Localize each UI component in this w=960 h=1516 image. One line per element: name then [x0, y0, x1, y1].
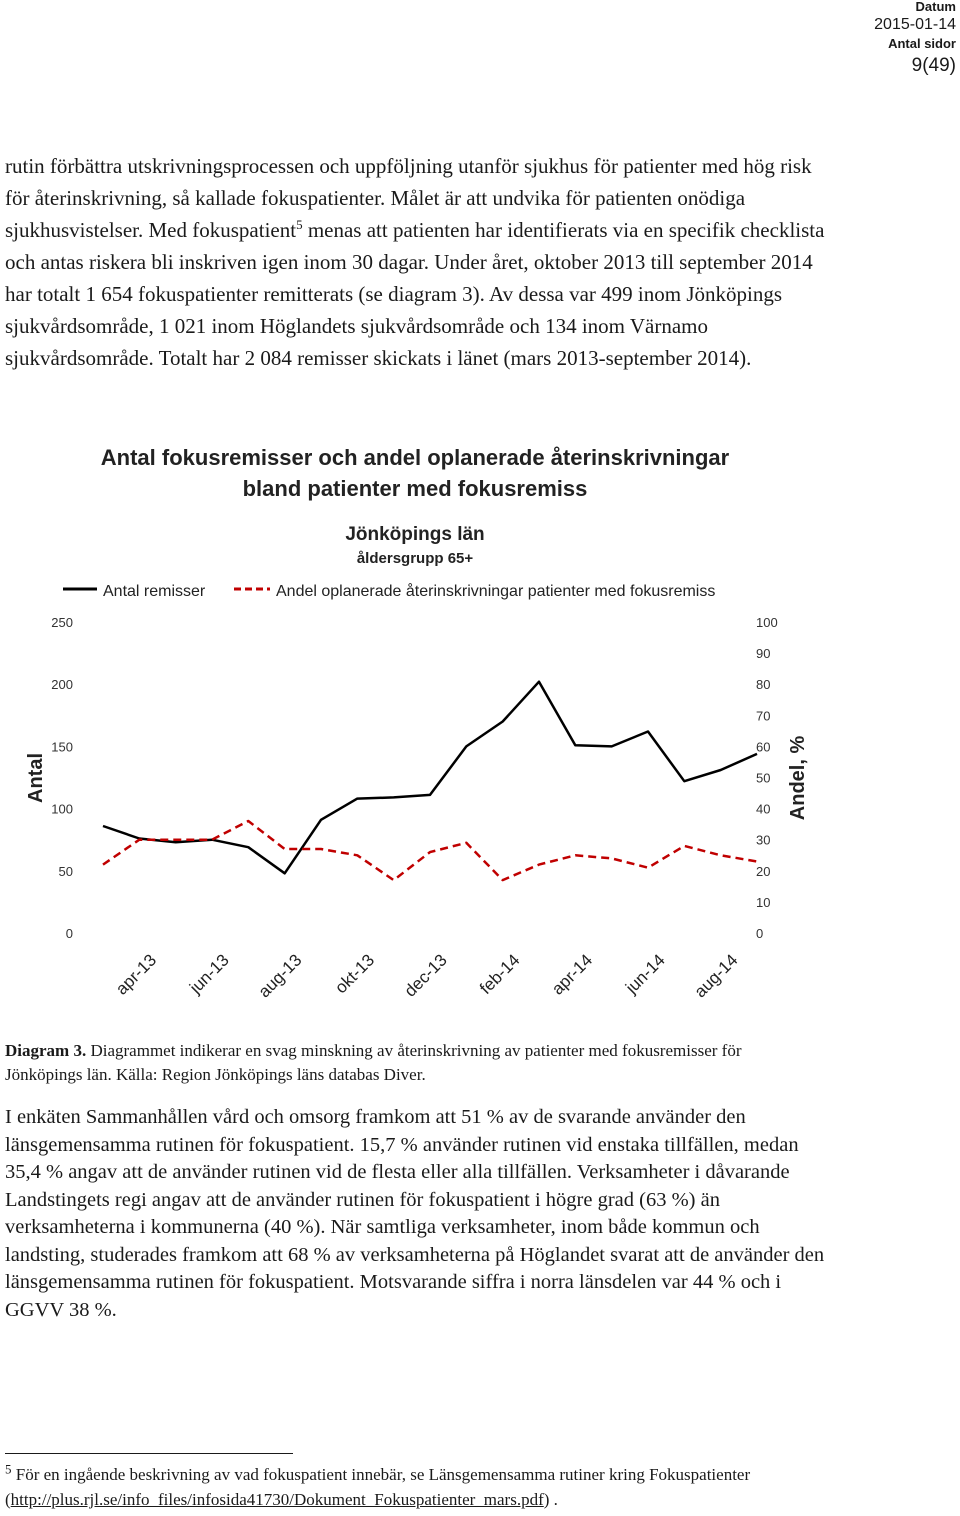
footnote-text: För en ingående beskrivning av vad fokuspatient innebär, se Länsgemensamma rutiner kring Fokuspatienter ( — [5, 1465, 751, 1509]
x-tick-label: feb-14 — [475, 950, 524, 998]
series-line-antal-remisser — [103, 682, 757, 874]
y-right-tick-label: 40 — [756, 801, 771, 817]
date-label: Datum — [915, 0, 956, 14]
y-right-tick-label: 10 — [756, 894, 771, 910]
x-tick-label: jun-13 — [185, 950, 233, 998]
footnote — [5, 1462, 905, 1512]
y-left-tick-label: 0 — [65, 926, 73, 941]
y-left-tick-label: 100 — [51, 801, 73, 817]
y-right-tick-label: 70 — [756, 708, 771, 724]
y-right-tick-label: 50 — [756, 770, 771, 786]
footnote-reference: 5 — [296, 217, 303, 232]
legend-label-andel: Andel oplanerade återinskrivningar patienter med fokusremiss — [276, 583, 716, 600]
y-right-tick-label: 60 — [756, 739, 771, 755]
intro-text-part1: rutin förbättra utskrivningsprocessen och uppföljning utanför sjukhus för patienter med hög risk för återinskrivning, så kallade fokuspatienter. Målet är att undvika för patienten onödiga sjukhusvistelser. Med fokuspatient — [5, 154, 812, 242]
x-tick-label: jun-14 — [621, 950, 669, 998]
intro-paragraph — [5, 150, 835, 374]
y-right-tick-label: 30 — [756, 832, 771, 848]
footnote-divider — [5, 1453, 293, 1454]
x-tick-label: dec-13 — [400, 950, 451, 1001]
series-layer — [103, 682, 757, 881]
y-axis-left — [51, 615, 73, 941]
page-number: 9(49) — [911, 55, 956, 76]
chart-subtitle-age: åldersgrupp 65+ — [356, 550, 474, 567]
legend-label-antal: Antal remisser — [103, 583, 206, 600]
footnote-number: 5 — [5, 1461, 12, 1477]
x-tick-label: aug-14 — [690, 950, 742, 1002]
x-axis — [112, 950, 742, 1001]
line-chart — [0, 430, 960, 1030]
y-right-tick-label: 100 — [756, 615, 778, 630]
chart-title-line1: Antal fokusremisser och andel oplanerade återinskrivningar — [100, 445, 730, 470]
date-value: 2015-01-14 — [874, 16, 956, 33]
header-block — [874, 0, 956, 75]
y-axis-right — [756, 615, 778, 941]
y-axis-right-label: Andel, % — [787, 735, 809, 821]
y-left-tick-label: 250 — [51, 615, 73, 630]
y-right-tick-label: 20 — [756, 863, 771, 879]
x-tick-label: okt-13 — [331, 950, 379, 998]
caption-label: Diagram 3. — [5, 1041, 87, 1060]
caption-text: Diagrammet indikerar en svag minskning av återinskrivning av patienter med fokusremisser för Jönköpings län. Källa: Region Jönköpings läns databas Diver. — [5, 1041, 742, 1084]
x-tick-label: apr-13 — [111, 950, 161, 999]
chart-title-line2: bland patienter med fokusremiss — [242, 476, 588, 501]
y-left-tick-label: 200 — [51, 677, 73, 693]
x-tick-label: apr-14 — [547, 950, 597, 999]
y-right-tick-label: 80 — [756, 677, 771, 693]
y-right-tick-label: 90 — [756, 646, 771, 662]
chart-subtitle: Jönköpings län — [345, 524, 485, 545]
series-line-andel-aterinskrivningar — [103, 821, 757, 880]
footnote-end: ) . — [543, 1490, 558, 1509]
y-right-tick-label: 0 — [756, 926, 764, 941]
x-tick-label: aug-13 — [254, 950, 306, 1002]
y-axis-left-label: Antal — [25, 753, 47, 803]
survey-paragraph: I enkäten Sammanhållen vård och omsorg framkom att 51 % av de svarande använder den länsgemensamma rutinen för fokuspatient. 15,7 % använder rutinen vid enstaka tillfällen, medan 35,4 % angav att de använder rutinen vid de flesta eller alla tillfällen. Verksamheter i dåvarande Landstingets regi angav att de använder rutinen för fokuspatient i högre grad (63 %) än verksamheterna i kommunerna (40 %). När samtliga verksamheter, inom både kommun och landsting, studerades framkom att 68 % av verksamheterna på Höglandet svarat att de använder den länsgemensamma rutinen för fokuspatient. Motsvarande siffra i norra länsdelen var 44 % och i GGVV 38 %. — [5, 1106, 825, 1321]
y-left-tick-label: 50 — [58, 863, 73, 879]
pages-label: Antal sidor — [888, 36, 956, 51]
y-left-tick-label: 150 — [51, 739, 73, 755]
intro-text-part2: menas att patienten har identifierats via en specifik checklista och antas riskera bli inskriven igen inom 30 dagar. Under året, oktober 2013 till september 2014 har totalt 1 654 fokuspatienter remitterats (se diagram 3). Av dessa var 499 inom Jönköpings sjukvårdsområde, 1 021 inom Höglandets sjukvårdsområde och 134 inom Värnamo sjukvårdsområde. Totalt har 2 084 remisser skickats i länet (mars 2013-september 2014). — [5, 218, 825, 370]
footnote-link[interactable]: http://plus.rjl.se/info_files/infosida41730/Dokument_Fokuspatienter_mars.pdf — [10, 1490, 544, 1509]
chart-caption — [5, 1039, 765, 1087]
